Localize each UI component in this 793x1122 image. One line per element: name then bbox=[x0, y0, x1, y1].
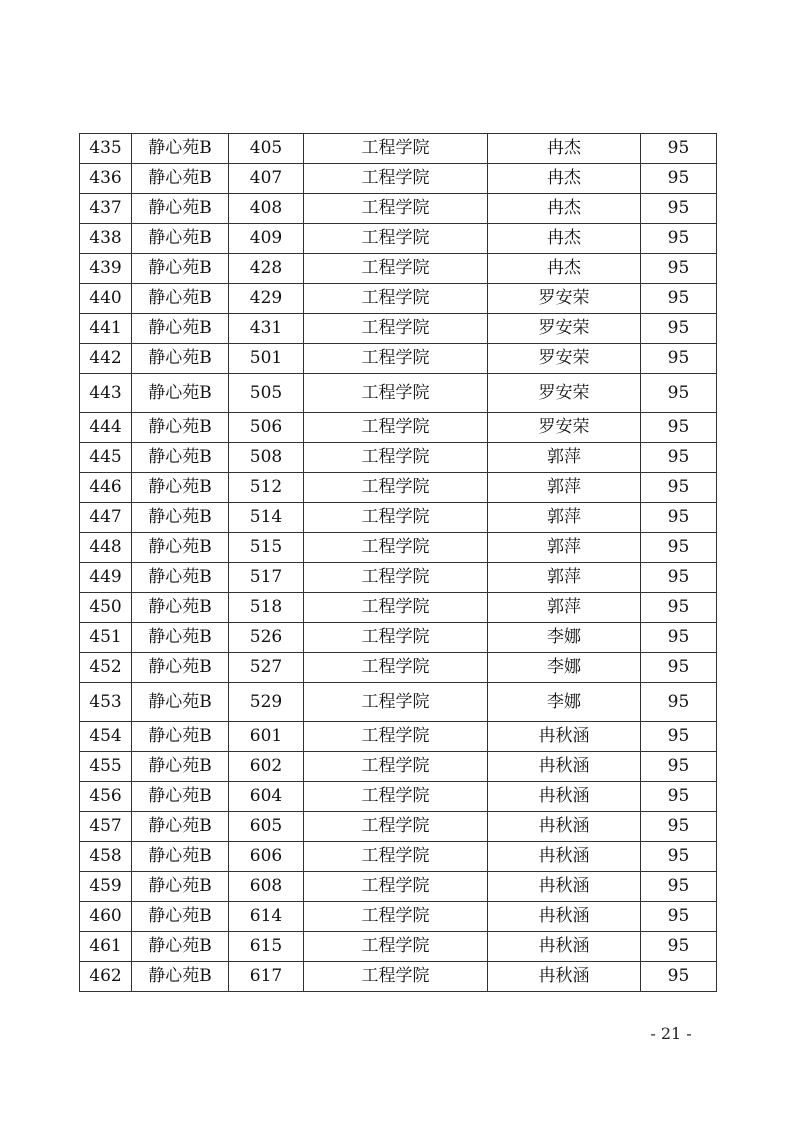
row-number-cell: 444 bbox=[80, 413, 132, 443]
room-number-cell: 527 bbox=[229, 653, 304, 683]
college-cell: 工程学院 bbox=[304, 473, 488, 503]
room-number-cell: 514 bbox=[229, 503, 304, 533]
building-cell: 静心苑B bbox=[132, 593, 229, 623]
person-name-cell: 罗安荣 bbox=[488, 314, 641, 344]
row-number-cell: 450 bbox=[80, 593, 132, 623]
building-cell: 静心苑B bbox=[132, 134, 229, 164]
college-cell: 工程学院 bbox=[304, 623, 488, 653]
score-cell: 95 bbox=[641, 194, 717, 224]
row-number-cell: 447 bbox=[80, 503, 132, 533]
building-cell: 静心苑B bbox=[132, 533, 229, 563]
person-name-cell: 冉杰 bbox=[488, 194, 641, 224]
person-name-cell: 冉秋涵 bbox=[488, 752, 641, 782]
row-number-cell: 457 bbox=[80, 812, 132, 842]
row-number-cell: 448 bbox=[80, 533, 132, 563]
college-cell: 工程学院 bbox=[304, 932, 488, 962]
college-cell: 工程学院 bbox=[304, 503, 488, 533]
score-cell: 95 bbox=[641, 932, 717, 962]
building-cell: 静心苑B bbox=[132, 194, 229, 224]
table-row bbox=[80, 473, 717, 503]
row-number-cell: 458 bbox=[80, 842, 132, 872]
row-number-cell: 456 bbox=[80, 782, 132, 812]
room-number-cell: 409 bbox=[229, 224, 304, 254]
college-cell: 工程学院 bbox=[304, 224, 488, 254]
table-row bbox=[80, 254, 717, 284]
person-name-cell: 罗安荣 bbox=[488, 413, 641, 443]
building-cell: 静心苑B bbox=[132, 164, 229, 194]
row-number-cell: 445 bbox=[80, 443, 132, 473]
table-row bbox=[80, 623, 717, 653]
building-cell: 静心苑B bbox=[132, 563, 229, 593]
college-cell: 工程学院 bbox=[304, 683, 488, 722]
person-name-cell: 冉杰 bbox=[488, 224, 641, 254]
college-cell: 工程学院 bbox=[304, 443, 488, 473]
person-name-cell: 郭萍 bbox=[488, 473, 641, 503]
person-name-cell: 郭萍 bbox=[488, 443, 641, 473]
person-name-cell: 罗安荣 bbox=[488, 374, 641, 413]
row-number-cell: 441 bbox=[80, 314, 132, 344]
row-number-cell: 460 bbox=[80, 902, 132, 932]
building-cell: 静心苑B bbox=[132, 842, 229, 872]
table-row bbox=[80, 503, 717, 533]
college-cell: 工程学院 bbox=[304, 374, 488, 413]
score-cell: 95 bbox=[641, 812, 717, 842]
row-number-cell: 454 bbox=[80, 722, 132, 752]
table-row bbox=[80, 413, 717, 443]
table-row bbox=[80, 842, 717, 872]
room-number-cell: 508 bbox=[229, 443, 304, 473]
table-row bbox=[80, 224, 717, 254]
table-row bbox=[80, 533, 717, 563]
table-row bbox=[80, 284, 717, 314]
score-cell: 95 bbox=[641, 842, 717, 872]
score-cell: 95 bbox=[641, 563, 717, 593]
score-cell: 95 bbox=[641, 503, 717, 533]
score-cell: 95 bbox=[641, 872, 717, 902]
room-number-cell: 617 bbox=[229, 962, 304, 992]
table-row bbox=[80, 782, 717, 812]
table-row bbox=[80, 344, 717, 374]
building-cell: 静心苑B bbox=[132, 344, 229, 374]
room-number-cell: 608 bbox=[229, 872, 304, 902]
person-name-cell: 冉秋涵 bbox=[488, 812, 641, 842]
person-name-cell: 郭萍 bbox=[488, 563, 641, 593]
row-number-cell: 436 bbox=[80, 164, 132, 194]
person-name-cell: 冉杰 bbox=[488, 254, 641, 284]
room-number-cell: 431 bbox=[229, 314, 304, 344]
row-number-cell: 442 bbox=[80, 344, 132, 374]
person-name-cell: 冉秋涵 bbox=[488, 932, 641, 962]
table-row bbox=[80, 194, 717, 224]
room-number-cell: 428 bbox=[229, 254, 304, 284]
building-cell: 静心苑B bbox=[132, 683, 229, 722]
table-row bbox=[80, 962, 717, 992]
table-row bbox=[80, 593, 717, 623]
person-name-cell: 郭萍 bbox=[488, 503, 641, 533]
building-cell: 静心苑B bbox=[132, 473, 229, 503]
score-cell: 95 bbox=[641, 782, 717, 812]
score-cell: 95 bbox=[641, 962, 717, 992]
room-number-cell: 408 bbox=[229, 194, 304, 224]
building-cell: 静心苑B bbox=[132, 413, 229, 443]
college-cell: 工程学院 bbox=[304, 722, 488, 752]
room-number-cell: 407 bbox=[229, 164, 304, 194]
row-number-cell: 440 bbox=[80, 284, 132, 314]
building-cell: 静心苑B bbox=[132, 443, 229, 473]
building-cell: 静心苑B bbox=[132, 932, 229, 962]
table-row bbox=[80, 563, 717, 593]
building-cell: 静心苑B bbox=[132, 284, 229, 314]
college-cell: 工程学院 bbox=[304, 254, 488, 284]
room-number-cell: 526 bbox=[229, 623, 304, 653]
table-row bbox=[80, 722, 717, 752]
room-number-cell: 517 bbox=[229, 563, 304, 593]
college-cell: 工程学院 bbox=[304, 653, 488, 683]
score-cell: 95 bbox=[641, 623, 717, 653]
college-cell: 工程学院 bbox=[304, 563, 488, 593]
building-cell: 静心苑B bbox=[132, 782, 229, 812]
room-number-cell: 405 bbox=[229, 134, 304, 164]
row-number-cell: 437 bbox=[80, 194, 132, 224]
building-cell: 静心苑B bbox=[132, 653, 229, 683]
row-number-cell: 453 bbox=[80, 683, 132, 722]
score-cell: 95 bbox=[641, 473, 717, 503]
score-cell: 95 bbox=[641, 284, 717, 314]
person-name-cell: 冉秋涵 bbox=[488, 842, 641, 872]
college-cell: 工程学院 bbox=[304, 842, 488, 872]
person-name-cell: 李娜 bbox=[488, 623, 641, 653]
page-number: - 21 - bbox=[650, 1024, 692, 1043]
college-cell: 工程学院 bbox=[304, 872, 488, 902]
room-number-cell: 605 bbox=[229, 812, 304, 842]
table-row bbox=[80, 164, 717, 194]
person-name-cell: 罗安荣 bbox=[488, 344, 641, 374]
college-cell: 工程学院 bbox=[304, 752, 488, 782]
room-number-cell: 501 bbox=[229, 344, 304, 374]
college-cell: 工程学院 bbox=[304, 344, 488, 374]
row-number-cell: 452 bbox=[80, 653, 132, 683]
college-cell: 工程学院 bbox=[304, 164, 488, 194]
score-cell: 95 bbox=[641, 653, 717, 683]
room-number-cell: 529 bbox=[229, 683, 304, 722]
room-number-cell: 601 bbox=[229, 722, 304, 752]
room-number-cell: 606 bbox=[229, 842, 304, 872]
row-number-cell: 439 bbox=[80, 254, 132, 284]
building-cell: 静心苑B bbox=[132, 224, 229, 254]
building-cell: 静心苑B bbox=[132, 503, 229, 533]
row-number-cell: 455 bbox=[80, 752, 132, 782]
room-number-cell: 602 bbox=[229, 752, 304, 782]
score-cell: 95 bbox=[641, 344, 717, 374]
room-number-cell: 614 bbox=[229, 902, 304, 932]
person-name-cell: 冉秋涵 bbox=[488, 722, 641, 752]
table-row bbox=[80, 932, 717, 962]
college-cell: 工程学院 bbox=[304, 593, 488, 623]
row-number-cell: 449 bbox=[80, 563, 132, 593]
table-row bbox=[80, 812, 717, 842]
building-cell: 静心苑B bbox=[132, 722, 229, 752]
score-cell: 95 bbox=[641, 593, 717, 623]
person-name-cell: 冉秋涵 bbox=[488, 962, 641, 992]
college-cell: 工程学院 bbox=[304, 134, 488, 164]
room-number-cell: 615 bbox=[229, 932, 304, 962]
college-cell: 工程学院 bbox=[304, 782, 488, 812]
person-name-cell: 冉秋涵 bbox=[488, 872, 641, 902]
building-cell: 静心苑B bbox=[132, 872, 229, 902]
row-number-cell: 446 bbox=[80, 473, 132, 503]
score-cell: 95 bbox=[641, 722, 717, 752]
building-cell: 静心苑B bbox=[132, 623, 229, 653]
row-number-cell: 461 bbox=[80, 932, 132, 962]
data-table-container bbox=[79, 133, 716, 992]
score-cell: 95 bbox=[641, 224, 717, 254]
building-cell: 静心苑B bbox=[132, 314, 229, 344]
table-row bbox=[80, 872, 717, 902]
score-cell: 95 bbox=[641, 683, 717, 722]
building-cell: 静心苑B bbox=[132, 812, 229, 842]
room-number-cell: 518 bbox=[229, 593, 304, 623]
college-cell: 工程学院 bbox=[304, 284, 488, 314]
table-body bbox=[80, 134, 717, 992]
score-cell: 95 bbox=[641, 902, 717, 932]
table-row bbox=[80, 374, 717, 413]
score-cell: 95 bbox=[641, 443, 717, 473]
room-number-cell: 604 bbox=[229, 782, 304, 812]
data-table bbox=[79, 133, 717, 992]
room-number-cell: 515 bbox=[229, 533, 304, 563]
score-cell: 95 bbox=[641, 752, 717, 782]
table-row bbox=[80, 683, 717, 722]
score-cell: 95 bbox=[641, 254, 717, 284]
room-number-cell: 505 bbox=[229, 374, 304, 413]
table-row bbox=[80, 314, 717, 344]
building-cell: 静心苑B bbox=[132, 752, 229, 782]
college-cell: 工程学院 bbox=[304, 314, 488, 344]
college-cell: 工程学院 bbox=[304, 902, 488, 932]
table-row bbox=[80, 134, 717, 164]
score-cell: 95 bbox=[641, 314, 717, 344]
row-number-cell: 438 bbox=[80, 224, 132, 254]
building-cell: 静心苑B bbox=[132, 374, 229, 413]
room-number-cell: 512 bbox=[229, 473, 304, 503]
building-cell: 静心苑B bbox=[132, 902, 229, 932]
room-number-cell: 429 bbox=[229, 284, 304, 314]
person-name-cell: 冉杰 bbox=[488, 164, 641, 194]
table-row bbox=[80, 653, 717, 683]
person-name-cell: 冉秋涵 bbox=[488, 782, 641, 812]
building-cell: 静心苑B bbox=[132, 962, 229, 992]
row-number-cell: 435 bbox=[80, 134, 132, 164]
row-number-cell: 443 bbox=[80, 374, 132, 413]
row-number-cell: 451 bbox=[80, 623, 132, 653]
person-name-cell: 李娜 bbox=[488, 683, 641, 722]
person-name-cell: 冉杰 bbox=[488, 134, 641, 164]
person-name-cell: 冉秋涵 bbox=[488, 902, 641, 932]
table-row bbox=[80, 752, 717, 782]
person-name-cell: 李娜 bbox=[488, 653, 641, 683]
person-name-cell: 罗安荣 bbox=[488, 284, 641, 314]
college-cell: 工程学院 bbox=[304, 533, 488, 563]
score-cell: 95 bbox=[641, 533, 717, 563]
table-row bbox=[80, 902, 717, 932]
row-number-cell: 459 bbox=[80, 872, 132, 902]
score-cell: 95 bbox=[641, 164, 717, 194]
score-cell: 95 bbox=[641, 134, 717, 164]
room-number-cell: 506 bbox=[229, 413, 304, 443]
college-cell: 工程学院 bbox=[304, 413, 488, 443]
college-cell: 工程学院 bbox=[304, 812, 488, 842]
college-cell: 工程学院 bbox=[304, 962, 488, 992]
person-name-cell: 郭萍 bbox=[488, 533, 641, 563]
score-cell: 95 bbox=[641, 374, 717, 413]
table-row bbox=[80, 443, 717, 473]
score-cell: 95 bbox=[641, 413, 717, 443]
person-name-cell: 郭萍 bbox=[488, 593, 641, 623]
row-number-cell: 462 bbox=[80, 962, 132, 992]
building-cell: 静心苑B bbox=[132, 254, 229, 284]
college-cell: 工程学院 bbox=[304, 194, 488, 224]
